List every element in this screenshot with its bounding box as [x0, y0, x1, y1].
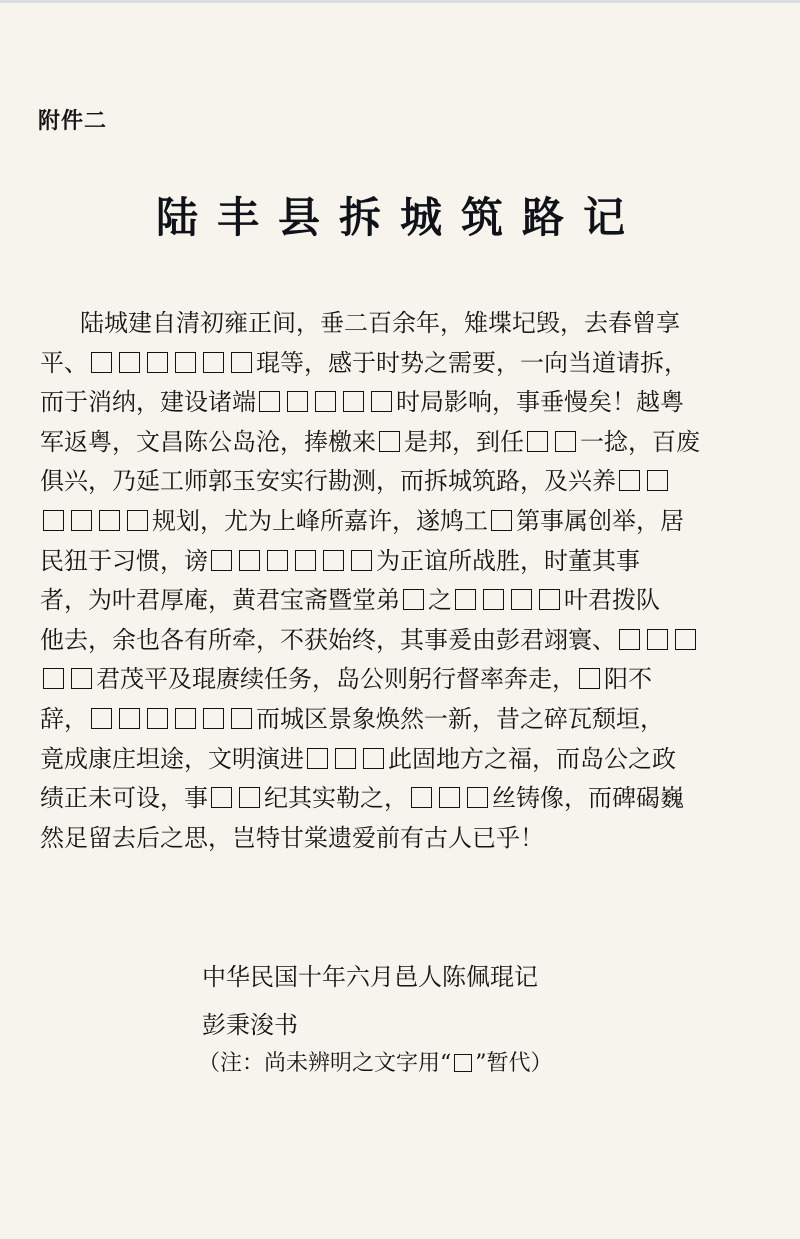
body-line: [40, 383, 762, 423]
body-line: [40, 621, 762, 661]
body-line: [40, 423, 762, 463]
signature-line: 中华民国十年六月邑人陈佩琨记: [202, 963, 538, 991]
placeholder-box: [287, 391, 308, 412]
placeholder-box: [43, 510, 64, 531]
body-text-segment: 阳不: [604, 665, 652, 694]
attachment-label: 附件二: [38, 109, 108, 134]
body-text-segment: 平、: [40, 348, 88, 377]
placeholder-box: [295, 550, 316, 571]
placeholder-box: [343, 391, 364, 412]
placeholder-box: [99, 510, 120, 531]
body-text-segment: 陆城建自清初雍正间，垂二百余年，雉堞圮毁，去春曾享: [80, 309, 680, 337]
placeholder-box: [403, 589, 424, 610]
body-text-segment: 规划，尤为上峰所嘉许，遂鸠工: [152, 506, 488, 535]
body-line: [40, 304, 762, 344]
body-text-segment: 民狃于习惯，谤: [40, 546, 208, 575]
body-text-segment: 竟成康庄坦途，文明演进: [40, 744, 304, 773]
placeholder-box: [203, 352, 224, 373]
placeholder-box: [675, 629, 696, 650]
placeholder-box: [411, 787, 432, 808]
placeholder-box: [619, 470, 640, 491]
placeholder-box: [91, 352, 112, 373]
placeholder-box: [203, 708, 224, 729]
placeholder-box: [307, 748, 328, 769]
body-line: [40, 344, 762, 384]
body-text-segment: 他去，余也各有所牵，不获始终，其事爰由彭君翊寰、: [40, 625, 616, 654]
body-text-segment: 叶君拨队: [564, 586, 660, 615]
body-text-segment: 丝铸像，而碑碣巍: [492, 784, 684, 813]
placeholder-box: [91, 708, 112, 729]
body-line: [40, 700, 762, 740]
placeholder-box: [647, 470, 668, 491]
placeholder-box: [119, 708, 140, 729]
body-text-segment: 君茂平及琨赓续任务，岛公则躬行督率奔走，: [96, 665, 576, 694]
document-title: 陆丰县拆城筑路记: [155, 193, 644, 242]
placeholder-box: [231, 352, 252, 373]
body-text-segment: 时局影响，事垂慢矣！越粤: [396, 388, 684, 417]
body-text-segment: 是邦，到任: [404, 427, 524, 456]
placeholder-box: [335, 748, 356, 769]
placeholder-box: [43, 668, 64, 689]
placeholder-box: [363, 748, 384, 769]
page-edge: [0, 0, 800, 3]
placeholder-box: [379, 431, 400, 452]
body-line: [40, 502, 762, 542]
placeholder-box: [579, 668, 600, 689]
placeholder-box: [351, 550, 372, 571]
placeholder-box: [119, 352, 140, 373]
body-line: [40, 542, 762, 582]
placeholder-box: [175, 352, 196, 373]
placeholder-box: [231, 708, 252, 729]
placeholder-box: [619, 629, 640, 650]
placeholder-box: [259, 391, 280, 412]
placeholder-box: [211, 550, 232, 571]
body-text-segment: 为正谊所战胜，时董其事: [376, 546, 640, 575]
body-text-segment: 此固地方之福，而岛公之政: [388, 744, 676, 773]
placeholder-box: [211, 787, 232, 808]
body-line: [40, 819, 762, 859]
placeholder-box: [491, 510, 512, 531]
placeholder-box: [147, 352, 168, 373]
body-line: [40, 462, 762, 502]
body-text-segment: 辞，: [40, 704, 88, 733]
body-text-segment: 俱兴，乃延工师郭玉安实行勘测，而拆城筑路，及兴养: [40, 467, 616, 496]
placeholder-box: [315, 391, 336, 412]
body-text-segment: 一捻，百废: [580, 427, 700, 456]
body-line: [40, 779, 762, 819]
footnote-text-after: ”暂代）: [475, 1051, 553, 1076]
body-text-segment: 琨等，感于时势之需要，一向当道请拆，: [256, 348, 688, 377]
body-line: [40, 740, 762, 780]
body-text-segment: 而于消纳，建设诸端: [40, 388, 256, 417]
placeholder-box: [127, 510, 148, 531]
placeholder-box: [71, 510, 92, 531]
placeholder-box: [555, 431, 576, 452]
body-text-segment: 纪其实勒之，: [264, 784, 408, 813]
placeholder-box: [439, 787, 460, 808]
placeholder-box: [175, 708, 196, 729]
placeholder-box: [467, 787, 488, 808]
placeholder-box: [483, 589, 504, 610]
body-line: [40, 660, 762, 700]
body-text-segment: 绩正未可设，事: [40, 784, 208, 813]
footnote-text-before: （注：尚未辨明之文字用“: [198, 1051, 452, 1076]
placeholder-box: [71, 668, 92, 689]
footnote: [198, 1046, 553, 1077]
placeholder-box: [647, 629, 668, 650]
placeholder-box: [511, 589, 532, 610]
body-text-segment: 之: [428, 586, 452, 615]
placeholder-box: [267, 550, 288, 571]
placeholder-box: [323, 550, 344, 571]
placeholder-box: [539, 589, 560, 610]
body-text-segment: 而城区景象焕然一新，昔之碎瓦颓垣，: [256, 704, 664, 733]
body-text-segment: 军返粤，文昌陈公岛沧，捧檄来: [40, 427, 376, 456]
placeholder-box: [239, 550, 260, 571]
body-text-segment: 然足留去后之思，岂特甘棠遗爱前有古人已乎！: [40, 823, 544, 852]
placeholder-box: [455, 589, 476, 610]
placeholder-box: [454, 1054, 472, 1072]
body-line: [40, 581, 762, 621]
placeholder-box: [239, 787, 260, 808]
body-text-segment: 者，为叶君厚庵，黄君宝斋暨堂弟: [40, 586, 400, 615]
body-text-segment: 第事属创举，居: [516, 506, 684, 535]
placeholder-box: [147, 708, 168, 729]
body-text: [40, 304, 762, 858]
calligrapher-line: 彭秉浚书: [202, 1011, 298, 1039]
placeholder-box: [371, 391, 392, 412]
placeholder-box: [527, 431, 548, 452]
